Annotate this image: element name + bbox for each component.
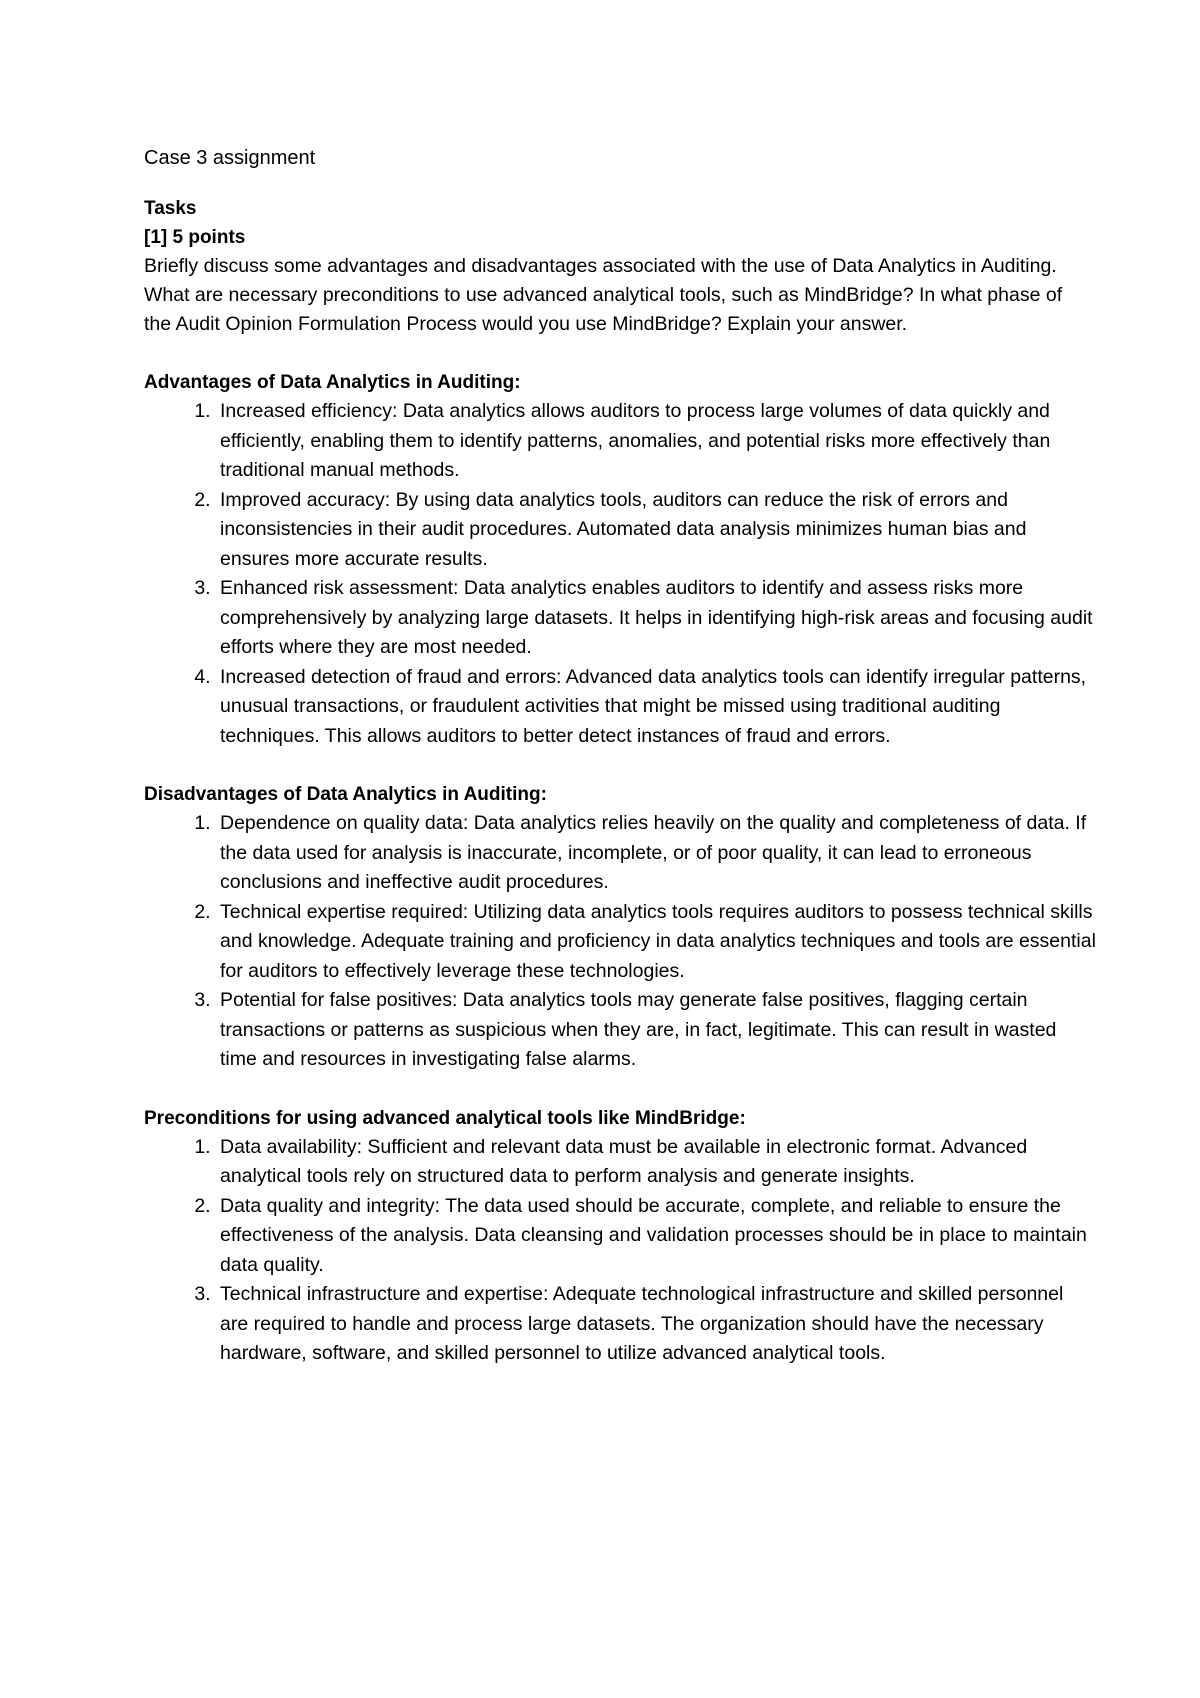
- list-item: 2. Improved accuracy: By using data analytics tools, auditors can reduce the risk of errors and inconsistencies in their audit procedures. Automated data analysis minimizes human bias and ensures more accurate results.: [216, 486, 1096, 575]
- list-item: 3. Potential for false positives: Data analytics tools may generate false positives, flagging certain transactions or patterns as suspicious when they are, in fact, legitimate. This can result in wasted time and resources in investigating false alarms.: [216, 986, 1096, 1075]
- disadvantages-list: [144, 809, 1096, 1075]
- task-1-points: [1] 5 points: [144, 227, 246, 248]
- list-item: 1. Dependence on quality data: Data analytics relies heavily on the quality and completeness of data. If the data used for analysis is inaccurate, incomplete, or of poor quality, it can lead to erroneous conclusions and ineffective audit procedures.: [216, 809, 1096, 898]
- advantages-heading: Advantages of Data Analytics in Auditing:: [144, 372, 521, 393]
- list-item: 3. Enhanced risk assessment: Data analytics enables auditors to identify and assess risks more comprehensively by analyzing large datasets. It helps in identifying high-risk areas and focusing audit efforts where they are most needed.: [216, 574, 1096, 663]
- tasks-heading: Tasks: [144, 198, 197, 219]
- list-item: 2. Technical expertise required: Utilizing data analytics tools requires auditors to possess technical skills and knowledge. Adequate training and proficiency in data analytics techniques and tools are essential for auditors to effectively leverage these technologies.: [216, 898, 1096, 987]
- preconditions-list: [144, 1133, 1096, 1369]
- list-item: 2. Data quality and integrity: The data used should be accurate, complete, and reliable to ensure the effectiveness of the analysis. Data cleansing and validation processes should be in place to maintain data quality.: [216, 1192, 1096, 1281]
- preconditions-heading: Preconditions for using advanced analytical tools like MindBridge:: [144, 1107, 746, 1129]
- list-item: 1. Increased efficiency: Data analytics allows auditors to process large volumes of data quickly and efficiently, enabling them to identify patterns, anomalies, and potential risks more effectively than traditional manual methods.: [216, 397, 1096, 486]
- list-item: 3. Technical infrastructure and expertise: Adequate technological infrastructure and skilled personnel are required to handle and process large datasets. The organization should have the necessary hardware, software, and skilled personnel to utilize advanced analytical tools.: [216, 1280, 1096, 1369]
- disadvantages-heading: Disadvantages of Data Analytics in Auditing:: [144, 784, 547, 805]
- task-1-prompt: Briefly discuss some advantages and disadvantages associated with the use of Data Analytics in Auditing. What are necessary preconditions to use advanced analytical tools, such as MindBridge? In what phase of the Audit Opinion Formulation Process would you use MindBridge? Explain your answer.: [144, 255, 1063, 335]
- list-item: 1. Data availability: Sufficient and relevant data must be available in electronic format. Advanced analytical tools rely on structured data to perform analysis and generate insights.: [216, 1133, 1096, 1192]
- list-item: 4. Increased detection of fraud and errors: Advanced data analytics tools can identify irregular patterns, unusual transactions, or fraudulent activities that might be missed using traditional auditing techniques. This allows auditors to better detect instances of fraud and errors.: [216, 663, 1096, 752]
- advantages-list: [144, 397, 1096, 751]
- document-title: Case 3 assignment: [144, 147, 316, 169]
